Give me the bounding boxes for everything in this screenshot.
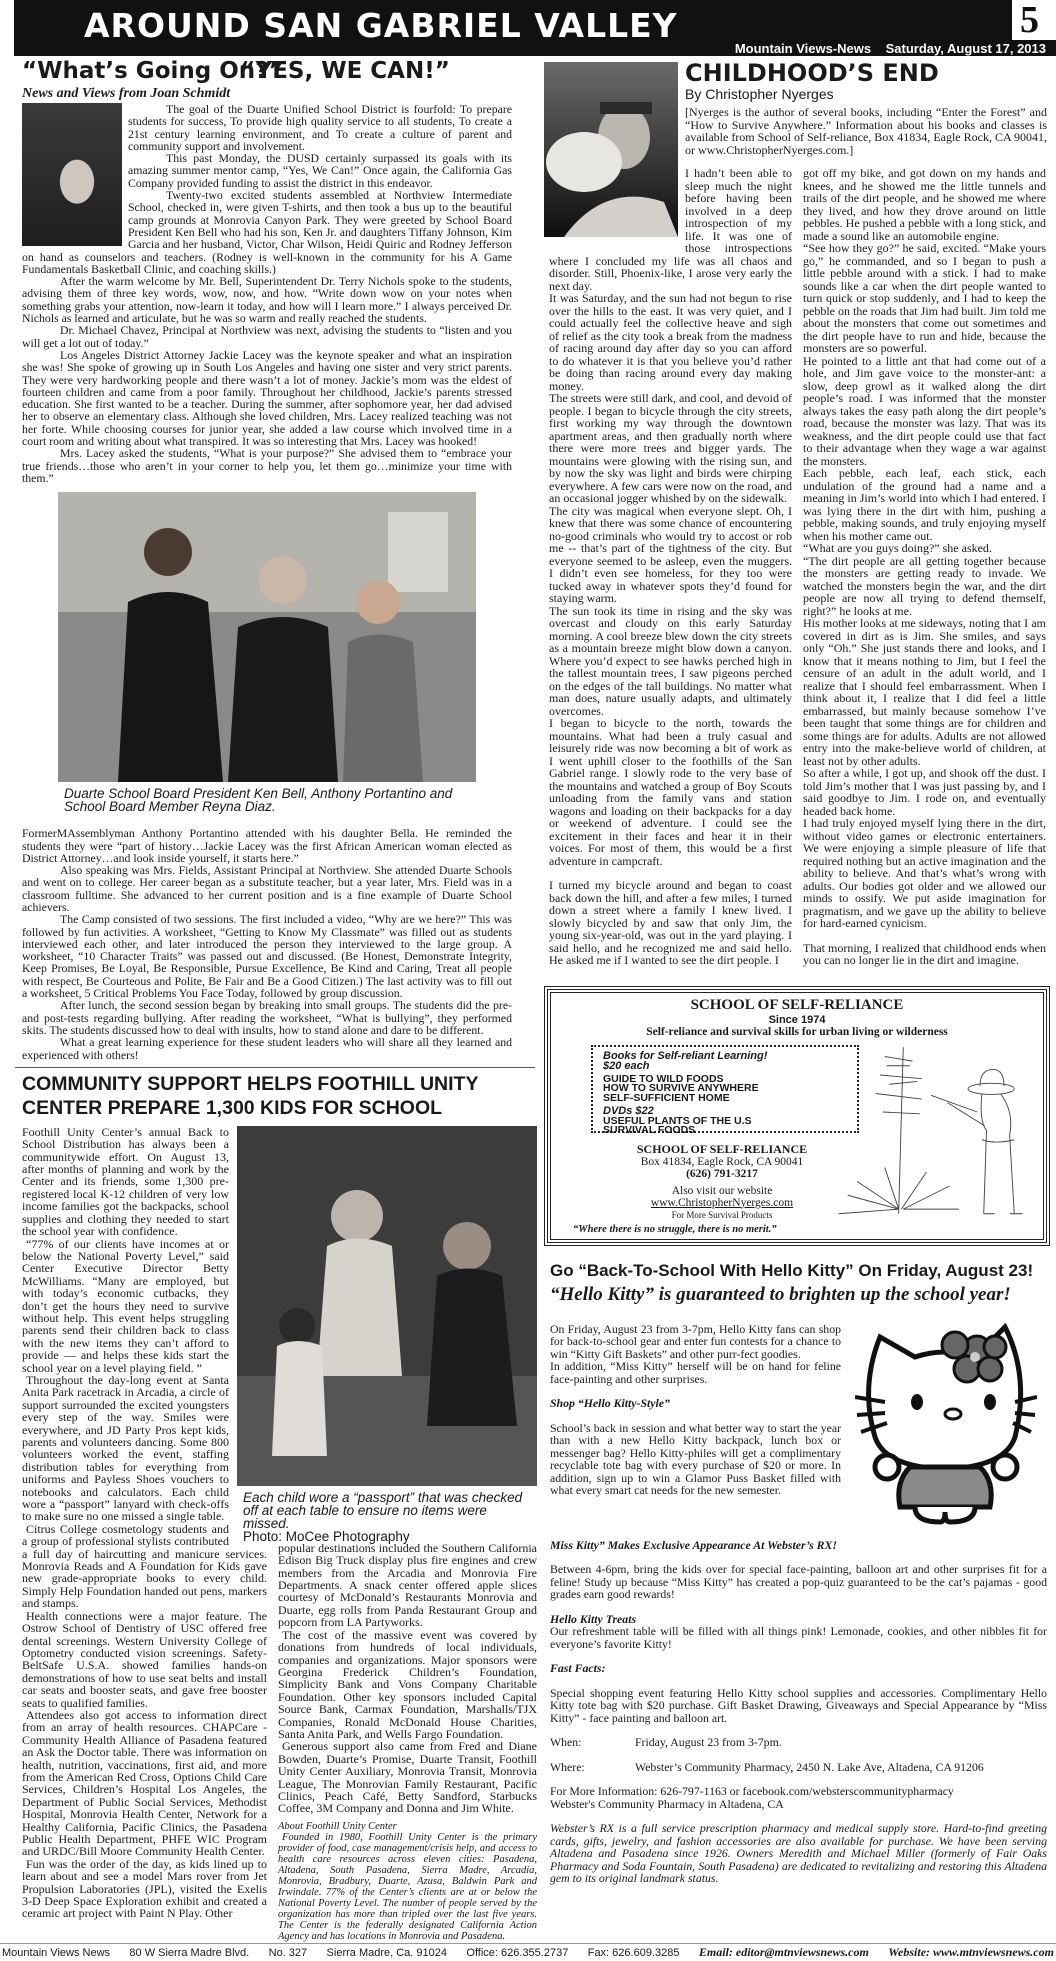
column-kicker: “What’s Going On?” <box>22 58 284 84</box>
where-row <box>550 1761 1047 1774</box>
footer-paper: Mountain Views News <box>2 1946 111 1959</box>
dvds-heading: DVDs $22 <box>603 1105 654 1117</box>
ad-phone: (626) 791-3217 <box>686 1167 758 1180</box>
pharmacy-about: Webster’s RX is a full service prescription pharmacy and medical supply store. Hard-to-find greeting cards, gifts, jewelry, and fashion accessories are also available for purchase. We have been serving Altadena and Pasadena since 1926. Owners Meredith and Michael Miller (formerly of Fair Oaks Pharmacy and Soda Fountain, South Pasadena) are dedicated to revitalizing and restoring this Altadena gem to its original landmark status. <box>550 1821 1047 1885</box>
community-photo-caption <box>243 1491 537 1543</box>
ad-website-link[interactable]: www.ChristopherNyerges.com <box>650 1196 794 1209</box>
subheading: Shop “Hello Kitty-Style” <box>550 1396 670 1410</box>
dvd-title: USEFUL PLANTS OF THE U.S <box>603 1114 752 1127</box>
paragraph: Special shopping event featuring Hello Kitty school supplies and accessories. Complimentary Hello Kitty tote bag with $20 purchase. Gift Basket Drawing, Giveaways and Special Appearance by “Miss Kitty” - face painting and balloon art. <box>550 1685 1047 1725</box>
paragraph: Los Angeles District Attorney Jackie Lacey was the keynote speaker and what an inspiration she was! She spoke of growing up in South Los Angeles and having one sister and very strict parents. They were very hardworking people and there wasn’t a lot of money. Jackie’s mom was the eldest of fourteen children and came from a poor family. Throughout her childhood, Jackie’s parents stressed education. She first wanted to be a teacher. During the summer, after sophomore year, her dad advised her to observe an elementary class. Although she loved children, Mrs. Lacey realized teaching was not her forte. While choosing courses for junior year, she added a law course which involved time in a court room and writing about what transpired. It was so interesting that Mrs. Lacey was hooked! <box>22 347 512 449</box>
paragraph: On Friday, August 23 from 3-7pm, Hello Kitty fans can shop for back-to-school gear and enter fun contests for a chance to win “Kitty Gift Baskets” and other purr-fect goodies. <box>550 1321 841 1361</box>
hello-kitty-subhead: “Hello Kitty” is guaranteed to brighten up the school year! <box>550 1283 1011 1305</box>
subheading: Hello Kitty Treats <box>550 1611 637 1626</box>
paragraph: popular destinations included the Southern California Edison Big Truck display plus fire engines and crew members from the Arcadia and Monrovia Fire Departments. A snack center offered apple slices courtesy of McDonald’s Restaurants Monrovia and Duarte, egg rolls from Panda Restaurant Group and popcorn from LA Partyworks. <box>278 1540 537 1630</box>
childhood-byline: By Christopher Nyerges <box>685 86 834 102</box>
community-column-1 <box>22 1126 267 1920</box>
about-box <box>278 1821 537 1942</box>
when-label: When: <box>550 1735 582 1749</box>
paragraph: It was Saturday, and the sun had not begun to rise over the hills to the east. It was very quiet, and I could actually feel the collective heave and sigh of relief as the city took a break from the madness of racing around day after day so you can afford to do whatever it is that you believe you’d rather be doing than racing around every day making money. <box>549 291 792 393</box>
childhood-columns <box>544 167 1050 967</box>
hello-kitty-headline: Go “Back-To-School With Hello Kitty” On Friday, August 23! <box>550 1260 1034 1280</box>
caption-text: Each child wore a “passport” that was checked off at each table to ensure no items were missed. <box>243 1489 523 1531</box>
ad-title: SCHOOL OF SELF-RELIANCE <box>690 996 904 1013</box>
hello-kitty-details <box>550 1527 1047 1885</box>
book-title: GUIDE TO WILD FOODS <box>603 1072 724 1085</box>
subheading: Miss Kitty” Makes Exclusive Appearance At Webster’s RX! <box>550 1537 837 1552</box>
more-info: For More Information: 626-797-1163 or facebook.com/websterscommunitypharmacy <box>550 1784 954 1798</box>
school-of-self-reliance-ad <box>547 989 1047 1243</box>
paragraph: Foothill Unity Center’s annual Back to School Distribution has always been a communitywide effort. On August 13, after months of planning and work by the Center and its friends, some 1,300 pre-registered local K-12 children of very low income families got the backpacks, school supplies and clothing they needed to start the school year with confidence. <box>22 1124 229 1239</box>
ad-tagline: Self-reliance and survival skills for urban living or wilderness <box>646 1025 948 1038</box>
paragraph: That morning, I realized that childhood ends when you can no longer lie in the dirt and imagine. <box>803 940 1046 967</box>
paragraph: FormerMAssemblyman Anthony Portantino attended with his daughter Bella. He reminded the students they were “part of history…Jackie Lacey was the first African American woman elected as District Attorney…and look inside yourself, it starts here.” <box>22 826 512 865</box>
article-byline: News and Views from Joan Schmidt <box>22 86 231 101</box>
page-footer <box>0 1943 1056 1961</box>
paragraph: I turned my bicycle around and began to coast back down the hill, and after a few miles, I turned down a street where a family I knew lived. I slowly bicycled by and saw that only Jim, the young six-year-old, was out in the yard playing. I said hello, and he recognized me and said hello. He asked me if I wanted to see the dirt people. I <box>549 878 792 967</box>
about-title: About Foothill Unity Center <box>278 1820 397 1832</box>
paragraph: His mother looks at me sideways, noting that I am covered in dirt as is Jim. She smiles, and says only “Oh.” She just stands there and looks, and I know that it means nothing to Jim, but I feel the censure of an adult in the adult world, and I realize that I should feel embarrassment. When I think about it, I realize that I did feel a little embarrassed, but mainly because somehow I’ve been taught that some things are for children and some things are for adults. Adults are not allowed entry into the make-believe world of children, at least not by other adults. <box>803 616 1046 768</box>
author-photo <box>22 103 122 246</box>
community-photo <box>237 1126 537 1486</box>
paragraph: Citrus College cosmetology students and a group of professional stylists contributed a full day of haircutting and manicure services. Monrovia Reads and A Foundation for Kids gave new grade-appropriate books to every child. Simply Help Foundation handed out pens, markers and stamps. <box>22 1521 267 1611</box>
community-headline: COMMUNITY SUPPORT HELPS FOOTHILL UNITY CENTER PREPARE 1,300 KIDS FOR SCHOOL <box>22 1072 479 1119</box>
ad-name: SCHOOL OF SELF-RELIANCE <box>636 1141 808 1156</box>
paragraph: After lunch, the second session began by breaking into small groups. The students did the pre- and post-tests regarding bullying. After reading the worksheet, “What is bullying”, they performed skits. The students discussed how to deal with insults, how to stand alone and dare to be different. <box>22 998 512 1037</box>
subheading: Fast Facts: <box>550 1661 606 1675</box>
paragraph: I hadn’t been able to sleep much the night before having been involved in a deep introspection of my life. It was one of those introspections where I concluded my life was all chaos and disorder. Still, Phoenix-like, I arose very early the next day. <box>549 166 792 293</box>
pharmacy-line: Webster's Community Pharmacy in Altadena, CA <box>550 1796 784 1811</box>
paragraph: Also speaking was Mrs. Fields, Assistant Principal at Northview. She attended Duarte Schools and went on to college. Her career began as a substitute teacher, but a year later, Mrs. Field was in a classroom fulltime. She advanced to her current position and is a fine example of Duarte School achievers. <box>22 863 512 914</box>
childhood-column-a <box>549 167 792 967</box>
ad-product-box <box>591 1045 859 1136</box>
footer-fax: Fax: 626.609.3285 <box>587 1946 680 1959</box>
community-column-2 <box>278 1542 537 1942</box>
when-row <box>550 1736 1047 1749</box>
ad-more: For More Survival Products <box>671 1209 773 1220</box>
paragraph: The city was magical when everyone slept. Oh, I knew that there was some chance of encountering no-good criminals who would try to accost or rob me -- that’s part of the tightness of the city. But everyone seemed to be asleep, even the muggers. I didn’t even see homeless, for they too were tucked away in whatever spots they’d found for staying warm. <box>549 503 792 605</box>
paragraph: Dr. Michael Chavez, Principal at Northview was next, advising the students to “listen and you will get a lot out of today.” <box>22 323 512 350</box>
paragraph: He pointed to a little ant that had come out of a hole, and Jim gave voice to the monster-ant: a slow, deep growl as it walked along the dirt people’s road. I was informed that the monster always takes the easy path along the dirt people’s road, because the monster was lazy. That was its weakness, and the dirt people could use that fact to their advantage when they wage a war against the monsters. <box>803 353 1046 468</box>
when-value: Friday, August 23 from 3-7pm. <box>635 1735 782 1749</box>
paragraph: The goal of the Duarte Unified School District is fourfold: To prepare students for success, To provide high quality service to all students, To create a 21st century learning environment, and To create a culture of parent and community support and involvement. <box>128 102 512 153</box>
paragraph: The sun took its time in rising and the sky was overcast and cloudy on this early Saturday morning. A cool breeze blew down the city streets as a mountain breeze might blow down a canyon. Where you’d expect to see hawks perched high in the tallest mountain trees, I saw pigeons perched on the edges of the tall buildings. No matter what man does, nature usually adapts, and ultimately overcomes. <box>549 603 792 718</box>
paragraph: School’s back in session and what better way to start the year than with a new Hello Kitty backpack, lunch box or messenger bag? Hello Kitty-philes will get a complimentary recyclable tote bag with every purchase of $20 or more. In addition, sign up to win a Glamor Puss Basket filled with what every smart cat needs for the new semester. <box>550 1420 841 1497</box>
footer-email[interactable]: Email: editor@mtnviewsnews.com <box>698 1945 869 1959</box>
photo-credit: Photo: MoCee Photography <box>243 1528 410 1544</box>
paragraph: Our refreshment table will be filled with all things pink! Lemonade, cookies, and other nibbles fit for everyone’s favorite Kitty! <box>550 1624 1047 1651</box>
ad-contact <box>591 1143 853 1220</box>
paragraph: Attendees also got access to information direct from an array of health resources. CHAPCare - Community Health Alliance of Pasadena featured an Ask the Doctor table. There was information on health, nutrition, vaccinations, first aid, and more from the American Red Cross, Options Child Care Services, Children’s Hospital Los Angeles, the Department of Public Social Services, Methodist Hospital, Monrovia Health Center, Network for a Healthy California, Pacific Clinics, the Pasadena Public Health Department, PHFE WIC Program and URDC/Bill Moore Community Health Center. <box>22 1707 267 1859</box>
paragraph: Throughout the day-long event at Santa Anita Park racetrack in Arcadia, a circle of support surrounded the excited youngsters every step of the way. Smiles were everywhere, and JD Party Pros kept kids, parents and volunteers dancing. Some 800 volunteers worked the event, staffing distribution tables for everything from uniforms and Payless Shoes vouchers to notebooks and calculators. Each child wore a “passport” lanyard with check-offs to make sure no one missed a single table. <box>22 1372 229 1524</box>
article-body-part1 <box>22 103 512 484</box>
paragraph: I began to bicycle to the north, towards the mountains. What had been a truly casual and leisurely ride was now becoming a bit of work as I went uphill closer to the foothills of the San Gabriel range. I slowly rode to the very base of the mountains and watched a group of Boy Scouts unloading from the family vans and station wagons and loading on their backpacks for a day or weekend of adventure. I could see the excitement in their faces and hear it in their voices. For most of them, this would be a first adventure in campcraft. <box>549 716 792 868</box>
hello-kitty-illustration <box>855 1317 1037 1527</box>
footer-office: Office: 626.355.2737 <box>466 1946 569 1959</box>
paragraph: Mrs. Lacey asked the students, “What is your purpose?” She advised them to “embrace your true friends…those who aren’t in your corner to help you, let them go…minimize your time with them.” <box>22 446 512 485</box>
masthead-strip <box>735 41 1046 56</box>
paragraph: Each pebble, each leaf, each stick, each undulation of the ground had a name and a meaning in Jim’s world into which I had entered. I was lying there in the dirt with him, pushing a pebble, making sounds, and truly enjoying myself when his mother came out. <box>803 466 1046 543</box>
left-column <box>15 102 537 1942</box>
footer-box: No. 327 <box>268 1946 308 1959</box>
paragraph: “The dirt people are all getting together because the monsters are getting ready to invade. We watched the monsters begin the war, and the dirt people are now all trying to defend themself, right?” he looks at me. <box>803 553 1046 618</box>
childhood-column-b <box>803 167 1046 967</box>
book-title: HOW TO SURVIVE ANYWHERE <box>603 1082 759 1094</box>
ad-since: Since 1974 <box>768 1013 826 1026</box>
ad-visit: Also visit our website <box>671 1184 773 1197</box>
article-body-part2 <box>22 827 512 1061</box>
about-text: Founded in 1980, Foothill Unity Center is the primary provider of food, case management/crisis help, and access to health care resources across eleven cities: Pasadena, Altadena, South Pasadena, Sierra Madre, Arcadia, Monrovia, Bradbury, Duarte, Azusa, Baldwin Park and Irwindale. 77% of the Center’s clients are at or below the National Poverty Level. The number of people served by the organization has more than tripled over the last five years. The Center is the federally designated California Action Agency and has locations in Monrovia and Pasadena. <box>278 1831 537 1942</box>
plant-gatherer-illustration <box>821 1038 1041 1223</box>
paragraph: “See how they go?” he said, excited. “Make yours go,” he commanded, and so I began to push a little pebble around with a stick. I had to make sounds like a car when the dirt people wanted to turn quick or stop suddenly, and I had to keep the pebble on the roads that Jim had built. Jim told me about the monsters that come out sometimes and the dirt people have to run and hide, because the monsters are so powerful. <box>803 241 1046 355</box>
paragraph: got off my bike, and got down on my hands and knees, and he showed me the little tunnels and trails of the dirt people, and he showed me where they lived, and how they drove around on little pebbles. He pushed a pebble with a long stick, and made a sound like an automobile engine. <box>803 166 1046 243</box>
paragraph: So after a while, I got up, and shook off the dust. I told Jim’s mother that I was just passing by, and I said goodbye to Jim. I rode on, and eventually headed back home. <box>803 766 1046 818</box>
footer-address: 80 W Sierra Madre Blvd. <box>129 1946 250 1959</box>
books-price: $20 each <box>603 1060 650 1072</box>
footer-website[interactable]: Website: www.mtnviewsnews.com <box>888 1945 1054 1959</box>
article-headline: “YES, WE CAN!” <box>240 58 450 84</box>
paragraph: Between 4-6pm, bring the kids over for special face-painting, balloon art and other surprises fit for a feline! Study up because “Miss Kitty” has created a pop-quiz guaranteed to be the cat’s pajamas - good grades earn good rewards! <box>550 1562 1047 1601</box>
paragraph: I had truly enjoyed myself lying there in the dirt, without video games or electronic entertainers. We were enjoying a simple pleasure of life that required nothing but an active imagination and the ability to believe. And that’s what’s wrong with adults. Our bodies got older and we allowed our minds to ossify. We put aside imagination for pragmatism, and we gave up the ability to believe for hard-earned cynicism. <box>803 816 1046 930</box>
ad-address: Box 41834, Eagle Rock, CA 90041 <box>640 1155 804 1168</box>
book-title: SELF-SUFFICIENT HOME <box>603 1091 730 1104</box>
paragraph: The cost of the massive event was covered by donations from hundreds of local individuals, companies and organizations. Major sponsors were Georgina Frederick Children’s Foundation, Simplicity Bank and Vons Company Charitable Foundation. Other key sponsors included Capital Source Bank, Carmax Foundation, Marshalls/TJX Companies, Ronald McDonald House Charities, Santa Anita Park, and Wells Fargo Foundation. <box>278 1627 537 1741</box>
community-article <box>15 1124 537 1942</box>
paragraph: “What are you guys doing?” she asked. <box>803 541 992 555</box>
childhood-intro: [Nyerges is the author of several books, including “Enter the Forest” and “How to Survive Anywhere.” Information about his books and classes is available from School of Self-reliance, Box 41834, Eagle Rock, CA 90041, or www.ChristopherNyerges.com.] <box>685 105 1047 157</box>
section-title: AROUND SAN GABRIEL VALLEY <box>84 6 678 45</box>
paragraph: Generous support also came from Fred and Diane Bowden, Duarte’s Promise, Duarte Transit, Foothill Unity Center Auxiliary, Monrovia Transit, Monrovia League, The Monrovian Family Restaurant, Pacific Clinics, Peach Café, Betty Sandford, Starbucks Coffee, 3M Company and Donna and Jim White. <box>278 1739 537 1816</box>
publication-name: Mountain Views-News <box>734 41 872 56</box>
where-label: Where: <box>550 1759 585 1774</box>
group-photo <box>58 492 476 782</box>
paragraph: The streets were still dark, and cool, and devoid of people. I began to bicycle through the city streets, first working my way through the downtown apartment areas, and then gradually north where there were more trees and bigger yards. The mountains were glowing with the rising sun, and by now the sky was light and birds were chirping everywhere. A few cars were now on the road, and an occasional jogger whished by on the sidewalk. <box>549 391 792 505</box>
issue-date: Saturday, August 17, 2013 <box>885 41 1046 56</box>
paragraph: “77% of our clients have incomes at or below the National Poverty Level,” said Center Executive Director Betty McWilliams. “Many are employed, but with today’s economic cutbacks, they don’t get the hours they need to survive without help. This event helps struggling parents send their children back to class with the new items they can’t afford to provide — and helps these kids start the school year on a level playing field. ” <box>22 1236 229 1375</box>
books-heading: Books for Self-reliant Learning! <box>603 1049 768 1062</box>
page-number: 5 <box>1020 0 1039 41</box>
paragraph: In addition, “Miss Kitty” herself will be on hand for feline face-painting and other surprises. <box>550 1359 841 1386</box>
paragraph: This past Monday, the DUSD certainly surpassed its goals with its amazing summer mentor camp, “Yes, We Can!” Once again, the California Gas Company provided funding to assist the district in this endeavor. <box>128 151 512 190</box>
paragraph: Health connections were a major feature. The Ostrow School of Dentistry of USC offered free dental screenings. Western University College of Optometry conducted vision screenings. Safety-BeltSafe U.S.A. showed families hands-on demonstrations of how to use seat belts and install car seats and booster seats, and gave free booster seats to qualified families. <box>22 1608 267 1710</box>
hello-kitty-article <box>550 1261 1047 1885</box>
ad-quote: “Where there is no struggle, there is no merit.” <box>573 1223 777 1235</box>
paragraph: After the warm welcome by Mr. Bell, Superintendent Dr. Terry Nichols spoke to the students, advising them of three key words, wow, now, and how. “Write down wow on your notes when something grabs your attention, now-learn it today, and how will I learn more.” I always perceived Dr. Nichols as learned and articulate, but he was so warm and really reached the students. <box>22 274 512 326</box>
paragraph: Fun was the order of the day, as kids lined up to learn about and see a model Mars rover from Jet Propulsion Laboratories (JPL), visited the Exelis 3-D Deep Space Exploration exhibit and created a ceramic art project with Paint N Play. Other <box>22 1856 267 1921</box>
dvd-title: SURVIVAL FOODS <box>603 1124 696 1136</box>
footer-city: Sierra Madre, Ca. 91024 <box>326 1946 447 1959</box>
photo-wrap-spacer <box>549 167 685 243</box>
right-column <box>544 167 1050 1885</box>
where-value: Webster’s Community Pharmacy, 2450 N. Lake Ave, Altadena, CA 91206 <box>635 1759 984 1774</box>
photo-caption: Duarte School Board President Ken Bell, Anthony Portantino and School Board Member Reyna Diaz. <box>64 786 453 815</box>
paragraph: Twenty-two excited students assembled at Northview Intermediate School, checked in, were given T-shirts, and then took a bus up to the beautiful camp grounds at Monrovia Canyon Park. They were greeted by School Board President Ken Bell who had his son, Ken Jr. and daughters Tiffany Johnson, Kim Garcia and her husband, Victor, Char Wilson, Heidi Quiric and Rodney Jefferson on hand as counselors and teachers. (Rodney is well-known in the community for his A Game Fundamentals Basketball Clinic, and coaching skills.) <box>22 188 512 276</box>
childhood-headline: CHILDHOOD’S END <box>685 59 939 87</box>
paragraph: What a great learning experience for these student leaders who will share all they learned and experienced with others! <box>22 1035 512 1062</box>
section-divider <box>15 1067 535 1068</box>
paragraph: The Camp consisted of two sessions. The first included a video, “Why are we here?” This was followed by fun activities. A worksheet, “Getting to Know My Classmate” was filled out as students interviewed each other, and later introduced the person they interviewed to the large group. A worksheet, “10 Character Traits” was passed out and discussed. (Be Honest, Demonstrate Integrity, Keep Promises, Be Loyal, Be Responsible, Pursue Excellence, Be Kind and Caring, Treat all people with respect, Be Courteous and Polite, Be Fair and Be a Good Citizen.) The last activity was to fill out a worksheet, 5 Critical Problems You Face Today, followed by group discussion. <box>22 912 512 1001</box>
